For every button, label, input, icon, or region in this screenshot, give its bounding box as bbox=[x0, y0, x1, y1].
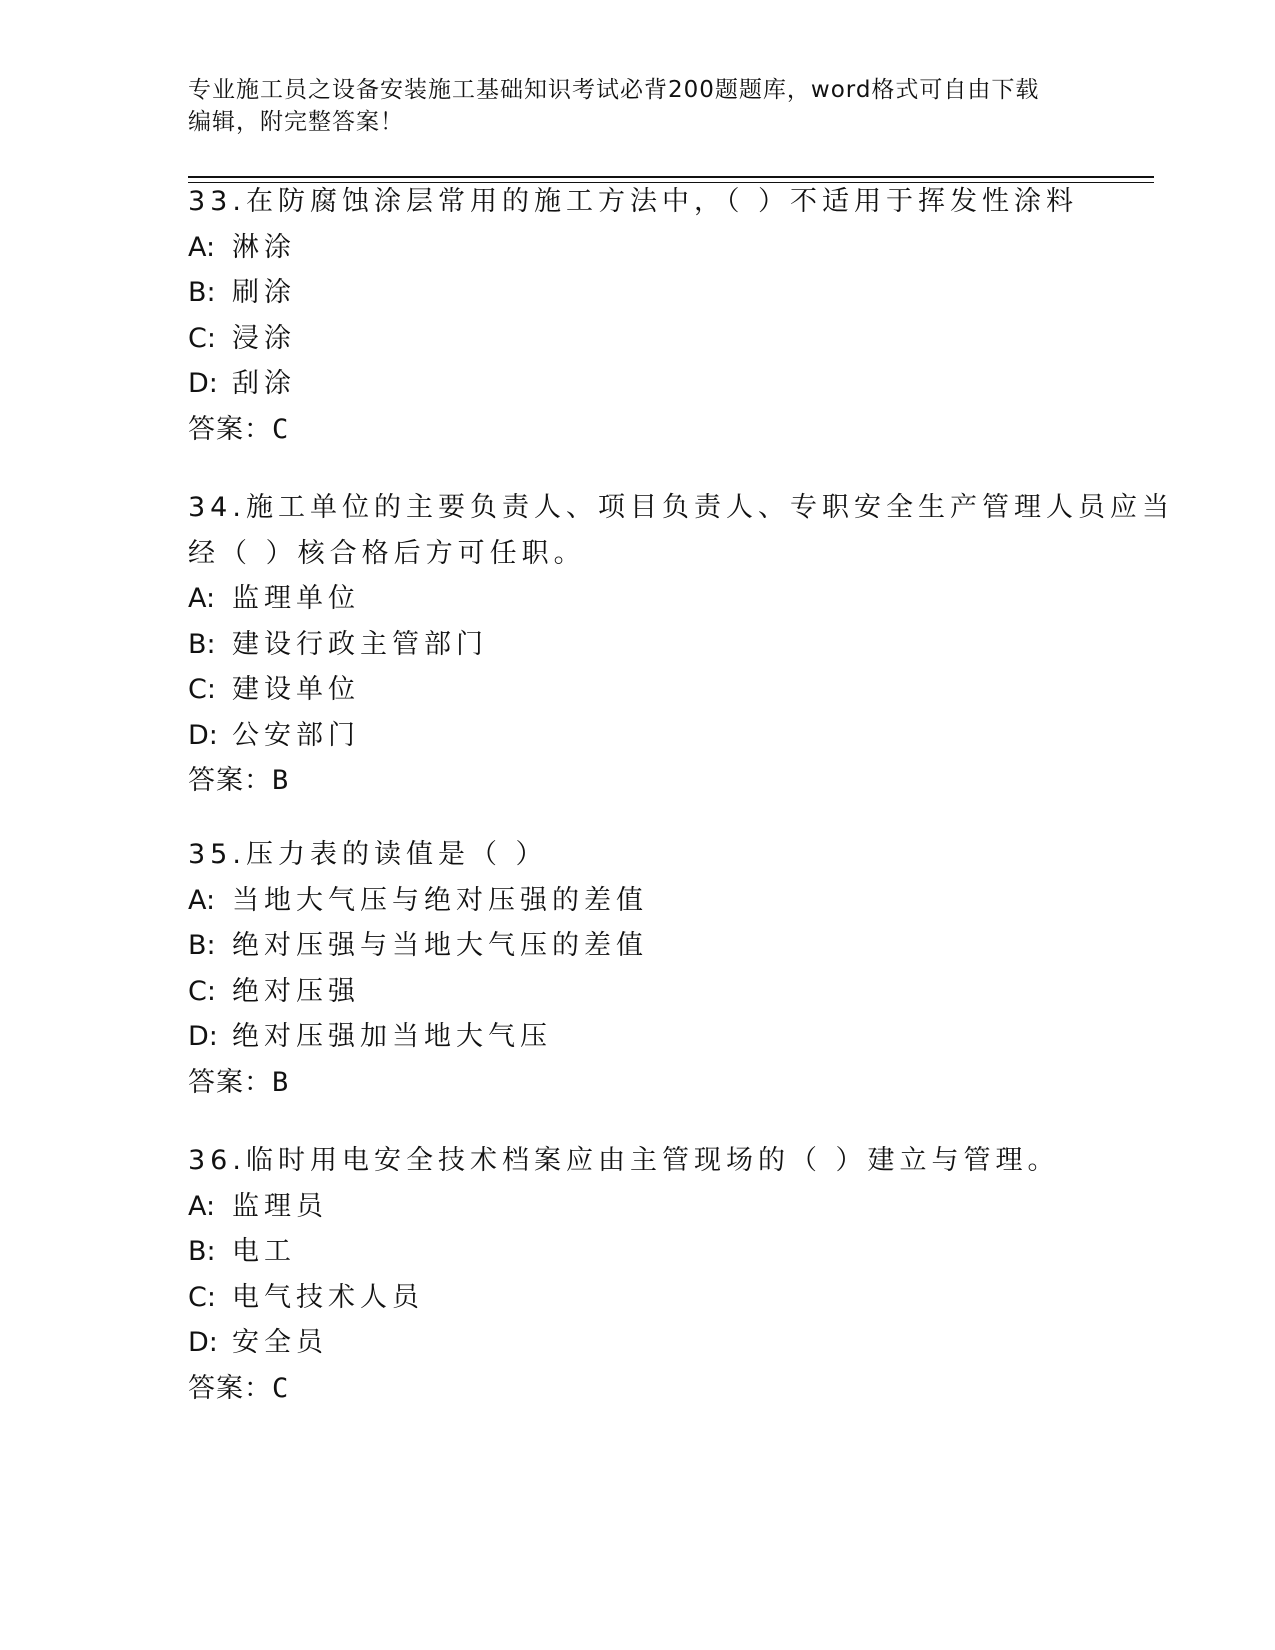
answer-label: 答案： bbox=[188, 765, 272, 796]
question-text: 34.施工单位的主要负责人、项目负责人、专职安全生产管理人员应当 bbox=[188, 492, 1174, 523]
option-c bbox=[188, 316, 1088, 362]
option-text: 绝对压强加当地大气压 bbox=[232, 1021, 552, 1052]
option-text: 建设单位 bbox=[232, 674, 360, 705]
option-d bbox=[188, 1014, 1088, 1060]
option-letter: A: bbox=[188, 884, 216, 916]
option-text: 刷涂 bbox=[232, 277, 296, 308]
option-b bbox=[188, 270, 1088, 316]
answer-line bbox=[188, 1366, 1088, 1412]
header-line-1: 专业施工员之设备安装施工基础知识考试必背200题题库，word格式可自由下载 bbox=[188, 77, 1040, 103]
answer-line bbox=[188, 758, 1088, 804]
header-line-2: 编辑，附完整答案！ bbox=[188, 109, 404, 135]
option-c bbox=[188, 667, 1088, 713]
question-block-34 bbox=[188, 485, 1174, 804]
answer-value: B bbox=[272, 765, 290, 796]
question-text-continued: 经（ ）核合格后方可任职。 bbox=[188, 537, 586, 569]
answer-line bbox=[188, 407, 1088, 453]
answer-value: C bbox=[272, 1372, 290, 1404]
question-block-35 bbox=[188, 832, 1088, 1105]
answer-label: 答案： bbox=[188, 1372, 272, 1404]
option-text: 浸涂 bbox=[232, 322, 296, 354]
option-letter: C: bbox=[188, 975, 216, 1007]
option-b bbox=[188, 1229, 1088, 1275]
option-text: 绝对压强与当地大气压的差值 bbox=[232, 930, 648, 961]
question-text: 33.在防腐蚀涂层常用的施工方法中，（ ）不适用于挥发性涂料 bbox=[188, 186, 1079, 217]
option-letter: A: bbox=[188, 583, 216, 614]
option-text: 刮涂 bbox=[232, 368, 296, 399]
option-b bbox=[188, 923, 1088, 969]
answer-label: 答案： bbox=[188, 1066, 272, 1098]
option-d bbox=[188, 1320, 1088, 1366]
option-letter: B: bbox=[188, 277, 216, 308]
option-c bbox=[188, 1275, 1088, 1321]
option-letter: D: bbox=[188, 1021, 218, 1052]
answer-value: B bbox=[272, 1066, 290, 1098]
option-a bbox=[188, 1184, 1088, 1230]
answer-label: 答案： bbox=[188, 413, 272, 445]
question-text: 35.压力表的读值是（ ） bbox=[188, 839, 548, 870]
option-text: 安全员 bbox=[232, 1327, 328, 1358]
option-text: 淋涂 bbox=[232, 231, 296, 263]
option-letter: B: bbox=[188, 930, 216, 961]
answer-line bbox=[188, 1060, 1088, 1106]
option-letter: D: bbox=[188, 368, 218, 399]
option-text: 建设行政主管部门 bbox=[232, 628, 488, 660]
option-letter: D: bbox=[188, 719, 218, 751]
option-b bbox=[188, 622, 1088, 668]
option-letter: C: bbox=[188, 1281, 216, 1313]
question-block-33 bbox=[188, 179, 1088, 452]
option-text: 监理员 bbox=[232, 1190, 328, 1222]
option-text: 监理单位 bbox=[232, 583, 360, 614]
question-text: 36.临时用电安全技术档案应由主管现场的（ ）建立与管理。 bbox=[188, 1145, 1060, 1176]
option-d bbox=[188, 713, 1088, 759]
document-header bbox=[188, 74, 1068, 138]
option-letter: B: bbox=[188, 1236, 216, 1267]
option-text: 绝对压强 bbox=[232, 975, 360, 1007]
option-letter: A: bbox=[188, 1190, 216, 1222]
option-c bbox=[188, 969, 1088, 1015]
header-divider-thick bbox=[188, 176, 1154, 178]
option-text: 电工 bbox=[232, 1236, 296, 1267]
option-letter: D: bbox=[188, 1327, 218, 1358]
option-text: 当地大气压与绝对压强的差值 bbox=[232, 884, 648, 916]
option-text: 公安部门 bbox=[232, 719, 360, 751]
option-letter: C: bbox=[188, 322, 216, 354]
answer-value: C bbox=[272, 413, 290, 445]
option-a bbox=[188, 225, 1088, 271]
option-text: 电气技术人员 bbox=[232, 1281, 424, 1313]
option-a bbox=[188, 576, 1088, 622]
option-a bbox=[188, 878, 1088, 924]
question-block-36 bbox=[188, 1138, 1088, 1411]
option-letter: B: bbox=[188, 628, 216, 660]
option-letter: C: bbox=[188, 674, 216, 705]
option-d bbox=[188, 361, 1088, 407]
option-letter: A: bbox=[188, 231, 216, 263]
